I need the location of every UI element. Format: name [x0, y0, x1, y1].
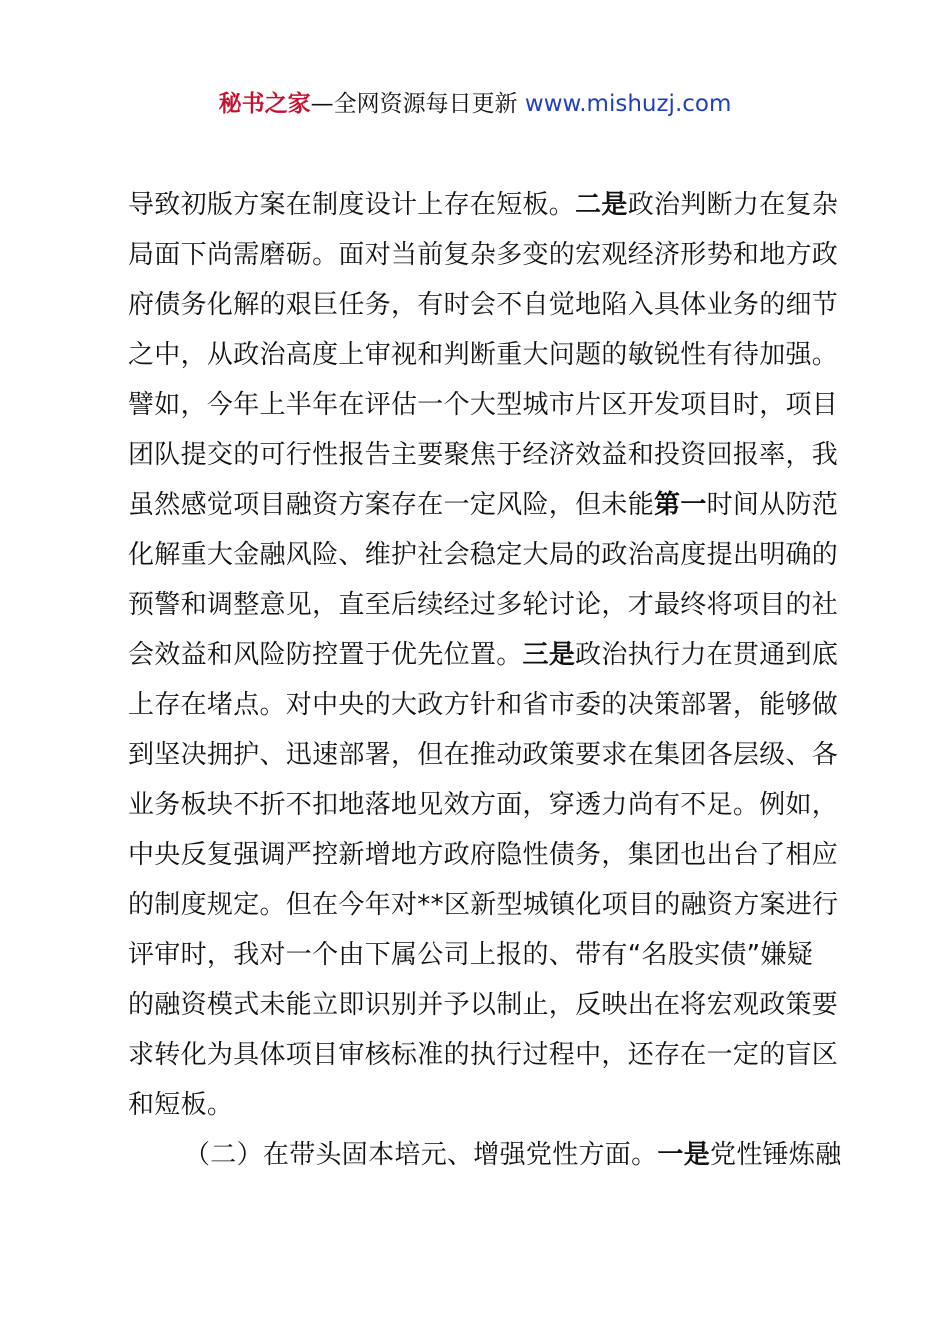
- text-segment: 虽然感觉项目融资方案存在一定风险，但未能: [128, 490, 655, 520]
- text-line: [128, 580, 839, 630]
- text-line: [128, 180, 839, 230]
- text-line: [128, 830, 839, 880]
- text-line: [128, 1080, 828, 1130]
- text-line: [128, 380, 839, 430]
- text-line: [128, 930, 828, 980]
- text-segment: 的融资模式未能立即识别并予以制止，反映出在将宏观政策要: [128, 990, 839, 1020]
- text-line: [128, 1030, 839, 1080]
- header-tagline: —全网资源每日更新: [310, 91, 525, 117]
- text-segment: 政治判断力在复杂: [627, 190, 839, 220]
- text-segment: 之中，从政治高度上审视和判断重大问题的敏锐性有待加强。: [128, 340, 839, 370]
- brand-name: 秘书之家: [218, 91, 311, 117]
- text-line: [128, 780, 839, 830]
- text-segment: 求转化为具体项目审核标准的执行过程中，还存在一定的盲区: [128, 1040, 839, 1070]
- text-line: [128, 330, 839, 380]
- text-segment: 上存在堵点。对中央的大政方针和省市委的决策部署，能够做: [128, 690, 839, 720]
- bold-text-segment: 第一: [654, 490, 707, 520]
- text-line: [128, 1130, 842, 1180]
- text-line: [128, 280, 839, 330]
- text-segment: 评审时，我对一个由下属公司上报的、带有“名股实债”嫌疑: [128, 940, 814, 970]
- text-segment: 业务板块不折不扣地落地见效方面，穿透力尚有不足。例如，: [128, 790, 839, 820]
- text-segment: 政治执行力在贯通到底: [575, 640, 839, 670]
- site-url: www.mishuzj.com: [524, 91, 732, 117]
- text-line: [128, 980, 839, 1030]
- text-line: [128, 480, 839, 530]
- text-line: [128, 730, 839, 780]
- body-text: [128, 180, 842, 1180]
- text-segment: （二）在带头固本培元、增强党性方面。: [184, 1140, 658, 1170]
- text-segment: 化解重大金融风险、维护社会稳定大局的政治高度提出明确的: [128, 540, 839, 570]
- text-line: [128, 230, 839, 280]
- text-segment: 府债务化解的艰巨任务，有时会不自觉地陷入具体业务的细节: [128, 290, 839, 320]
- text-line: [128, 880, 839, 930]
- text-segment: 党性锤炼融: [710, 1140, 842, 1170]
- text-segment: 局面下尚需磨砺。面对当前复杂多变的宏观经济形势和地方政: [128, 240, 839, 270]
- text-segment: 和短板。: [128, 1090, 234, 1120]
- text-segment: 到坚决拥护、迅速部署，但在推动政策要求在集团各层级、各: [128, 740, 839, 770]
- text-segment: 中央反复强调严控新增地方政府隐性债务，集团也出台了相应: [128, 840, 839, 870]
- text-segment: 预警和调整意见，直至后续经过多轮讨论，才最终将项目的社: [128, 590, 839, 620]
- page-header: [0, 86, 950, 122]
- bold-text-segment: 二是: [575, 190, 628, 220]
- text-line: [128, 680, 839, 730]
- text-line: [128, 530, 839, 580]
- text-segment: 导致初版方案在制度设计上存在短板。: [128, 190, 576, 220]
- text-line: [128, 430, 839, 480]
- bold-text-segment: 一是: [657, 1140, 711, 1170]
- text-segment: 的制度规定。但在今年对**区新型城镇化项目的融资方案进行: [128, 890, 839, 920]
- text-segment: 譬如，今年上半年在评估一个大型城市片区开发项目时，项目: [128, 390, 839, 420]
- bold-text-segment: 三是: [522, 640, 576, 670]
- text-line: [128, 630, 839, 680]
- text-segment: 团队提交的可行性报告主要聚焦于经济效益和投资回报率，我: [128, 440, 839, 470]
- text-segment: 时间从防范: [706, 490, 839, 520]
- text-segment: 会效益和风险防控置于优先位置。: [128, 640, 523, 670]
